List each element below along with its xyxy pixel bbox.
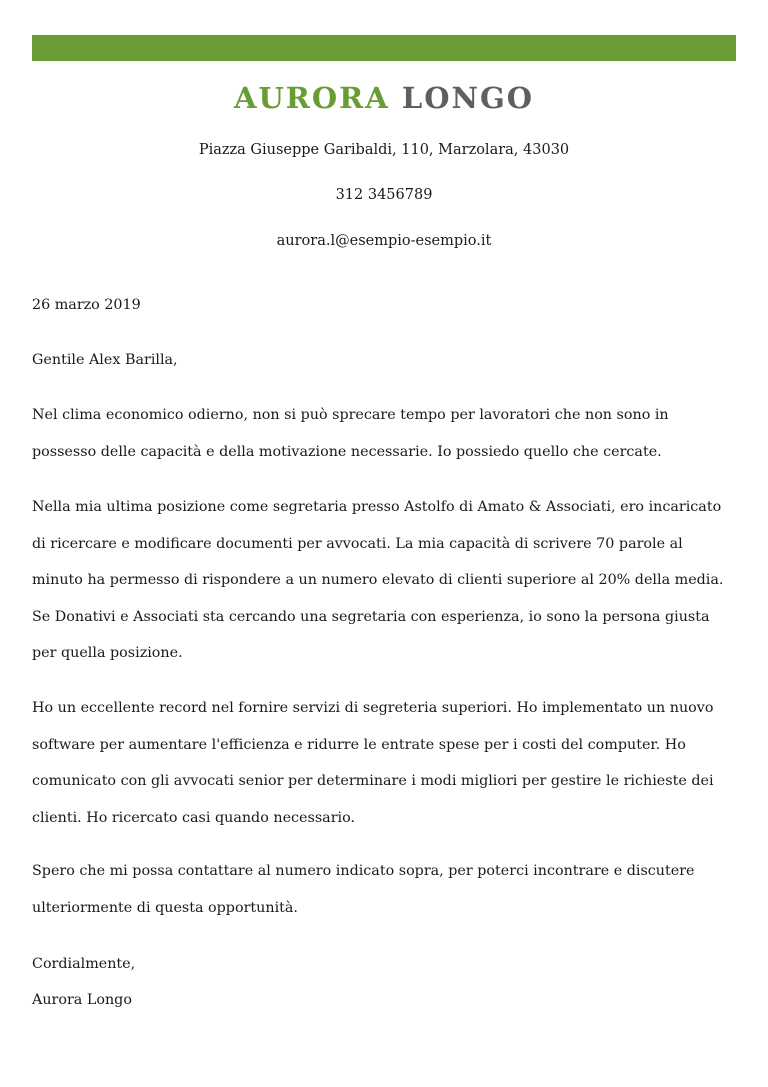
paragraph-1: Nel clima economico odierno, non si può sprecare tempo per lavoratori che non sono in possesso delle capacità e della motivazione necessarie. Io possiedo quello che cercate. [32,407,669,460]
phone: 312 3456789 [335,187,433,203]
greeting: Gentile Alex Barilla, [32,352,178,368]
email: aurora.l@esempio-esempio.it [276,233,492,249]
signature: Aurora Longo [32,992,132,1008]
paragraph-4: Spero che mi possa contattare al numero indicato sopra, per poterci incontrare e discutere ulteriormente di questa opportunità. [32,863,695,916]
address: Piazza Giuseppe Garibaldi, 110, Marzolara, 43030 [198,142,570,158]
letter-date: 26 marzo 2019 [32,297,141,313]
applicant-name [0,80,768,116]
paragraph-2: Nella mia ultima posizione come segretaria presso Astolfo di Amato & Associati, ero incaricato di ricercare e modificare documenti per avvocati. La mia capacità di scrivere 70 parole al minuto ha permesso di rispondere a un numero elevato di clienti superiore al 20% della media. Se Donativi e Associati sta cercando una segretaria con esperienza, io sono la persona giusta per quella posizione. [32,499,724,661]
closing: Cordialmente, [32,956,136,972]
first-name: AURORA [233,81,390,115]
header-accent-bar [32,35,736,61]
last-name: LONGO [401,81,535,115]
paragraph-3: Ho un eccellente record nel fornire servizi di segreteria superiori. Ho implementato un nuovo software per aumentare l'efficienza e ridurre le entrate spese per i costi del computer. Ho comunicato con gli avvocati senior per determinare i modi migliori per gestire le richieste dei clienti. Ho ricercato casi quando necessario. [32,700,714,826]
